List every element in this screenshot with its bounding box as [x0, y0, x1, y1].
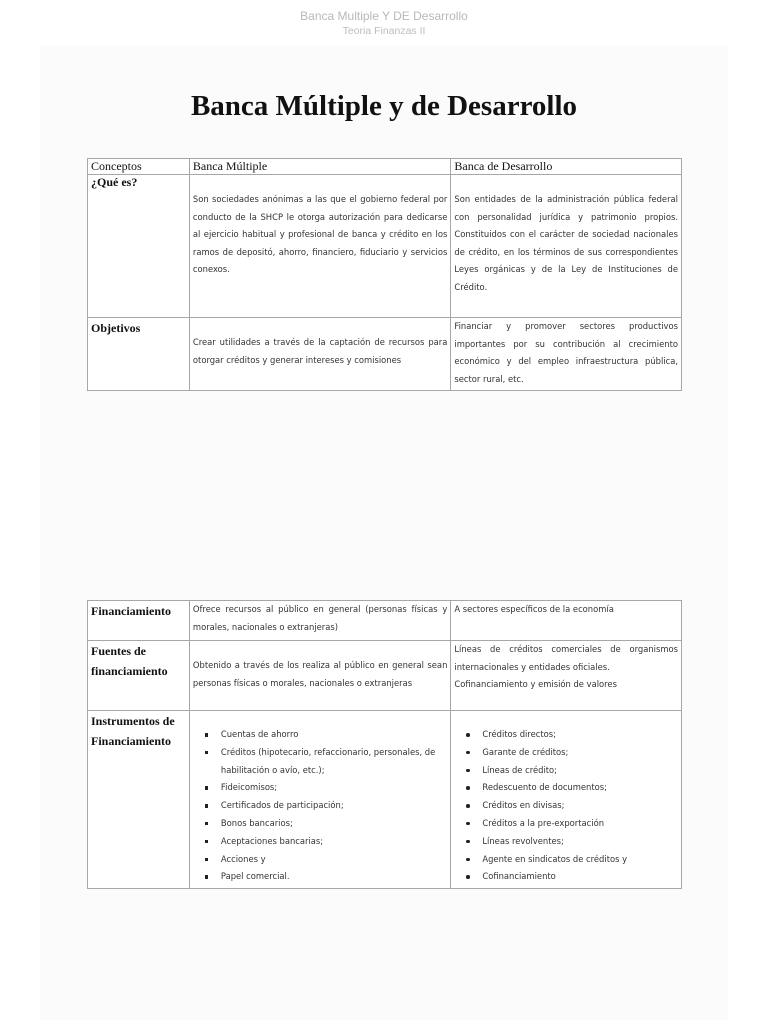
table-cell: [189, 318, 450, 391]
square-bullet-icon: [205, 822, 209, 826]
list-item: [205, 815, 447, 833]
list-item-text: Bonos bancarios;: [220, 817, 293, 828]
cell-text: Ofrece recursos al público en general (personas físicas y morales, nacionales o extranjeras): [192, 604, 448, 632]
list-item: [466, 797, 678, 815]
row-label-line: Fuentes de: [91, 644, 146, 658]
table-cell: [451, 711, 682, 889]
round-bullet-icon: [466, 769, 470, 773]
round-bullet-icon: [466, 875, 470, 879]
square-bullet-icon: [205, 751, 209, 755]
table-cell: [189, 601, 450, 641]
list-item-text: Créditos en divisas;: [482, 800, 565, 811]
column-header-banca-multiple: Banca Múltiple: [189, 159, 450, 175]
list-item-text: Cofinanciamiento: [482, 871, 556, 882]
list-item-text: Agente en sindicatos de créditos y: [482, 853, 628, 864]
square-bullet-icon: [205, 804, 209, 808]
cell-text: A sectores específicos de la economía: [454, 604, 614, 614]
round-bullet-icon: [466, 733, 470, 737]
document-header-title: Banca Multiple Y DE Desarrollo: [300, 9, 468, 23]
row-label-financiamiento: Financiamiento: [88, 601, 190, 641]
round-bullet-icon: [466, 786, 470, 790]
column-header-conceptos: Conceptos: [88, 159, 190, 175]
list-item-text: Líneas de crédito;: [482, 764, 558, 775]
list-item: [466, 833, 678, 851]
list-item: [466, 762, 678, 780]
instrumentos-multiple-list: [193, 726, 447, 886]
table-row: [88, 711, 682, 889]
list-item: [205, 726, 447, 744]
document-header: [0, 8, 768, 38]
row-label-instrumentos: [88, 711, 190, 889]
list-item: [466, 851, 678, 869]
comparison-table-1: [87, 158, 682, 391]
comparison-table-2: [87, 600, 682, 889]
table-cell: [189, 175, 450, 318]
instrumentos-desarrollo-list: [454, 726, 678, 886]
row-label-fuentes-financiamiento: [88, 641, 190, 711]
table-cell: [451, 318, 682, 391]
table-cell: [451, 601, 682, 641]
round-bullet-icon: [466, 822, 470, 826]
list-item: [466, 779, 678, 797]
row-label-objetivos: Objetivos: [88, 318, 190, 391]
cell-text: Obtenido a través de los realiza al público en general sean personas físicas o morales, nacionales o extranjeras: [192, 660, 448, 688]
list-item: [205, 744, 447, 780]
list-item-text: Redescuento de documentos;: [482, 782, 607, 793]
list-item-text: Fideicomisos;: [220, 782, 278, 793]
table-row: [88, 175, 682, 318]
cell-text: Líneas de créditos comerciales de organismos internacionales y entidades oficiales.: [454, 644, 678, 672]
list-item: [466, 744, 678, 762]
table-row: [88, 318, 682, 391]
row-label-line: Instrumentos de: [91, 714, 175, 728]
cell-text: Crear utilidades a través de la captación de recursos para otorgar créditos y generar intereses y comisiones: [192, 337, 448, 365]
list-item: [466, 726, 678, 744]
list-item-text: Créditos (hipotecario, refaccionario, personales, de habilitación o avío, etc.);: [220, 746, 436, 775]
list-item-text: Acciones y: [220, 853, 266, 864]
document-header-subtitle: Teoria Finanzas II: [342, 25, 426, 37]
list-item: [205, 797, 447, 815]
row-label-line: financiamiento: [91, 664, 168, 678]
list-item-text: Garante de créditos;: [482, 746, 569, 757]
table-cell: [189, 641, 450, 711]
list-item: [466, 868, 678, 886]
list-item-text: Créditos a la pre-exportación: [482, 817, 604, 828]
cell-text: Cofinanciamiento y emisión de valores: [454, 679, 617, 690]
square-bullet-icon: [205, 875, 209, 879]
row-label-line: Financiamiento: [91, 734, 171, 748]
table-row: [88, 641, 682, 711]
list-item: [205, 779, 447, 797]
square-bullet-icon: [205, 733, 209, 737]
list-item: [205, 868, 447, 886]
round-bullet-icon: [466, 840, 470, 844]
cell-text: Son entidades de la administración pública federal con personalidad jurídica y patrimonio propios. Constituidos con el carácter de sociedad nacionales de crédito, en los términos de sus correspondientes Leyes orgánicas y de la Ley de Instituciones de Crédito.: [454, 194, 678, 292]
page-title: Banca Múltiple y de Desarrollo: [190, 90, 578, 122]
round-bullet-icon: [466, 858, 470, 862]
column-header-banca-desarrollo: Banca de Desarrollo: [451, 159, 682, 175]
row-label-que-es: ¿Qué es?: [88, 175, 190, 318]
cell-text: Son sociedades anónimas a las que el gobierno federal por conducto de la SHCP le otorga autorización para dedicarse al ejercicio habitual y profesional de banca y crédito en los ramos de depositó, ahorro, financiero, fiduciario y servicios conexos.: [192, 194, 448, 275]
square-bullet-icon: [205, 858, 209, 862]
list-item-text: Aceptaciones bancarias;: [220, 835, 324, 846]
table-cell: [189, 711, 450, 889]
round-bullet-icon: [466, 804, 470, 808]
square-bullet-icon: [205, 786, 209, 790]
table-row: [88, 601, 682, 641]
list-item-text: Cuentas de ahorro: [220, 729, 299, 739]
table-header-row: [88, 159, 682, 175]
round-bullet-icon: [466, 751, 470, 755]
list-item-text: Créditos directos;: [482, 729, 556, 739]
list-item-text: Papel comercial.: [220, 871, 290, 882]
list-item-text: Certificados de participación;: [220, 800, 344, 811]
square-bullet-icon: [205, 840, 209, 844]
table-cell: [451, 175, 682, 318]
list-item: [466, 815, 678, 833]
list-item: [205, 833, 447, 851]
list-item-text: Líneas revolventes;: [482, 835, 564, 846]
cell-text: Financiar y promover sectores productivos importantes por su contribución al crecimiento económico y del empleo infraestructura pública, sector rural, etc.: [454, 321, 678, 384]
list-item: [205, 851, 447, 869]
table-cell: [451, 641, 682, 711]
